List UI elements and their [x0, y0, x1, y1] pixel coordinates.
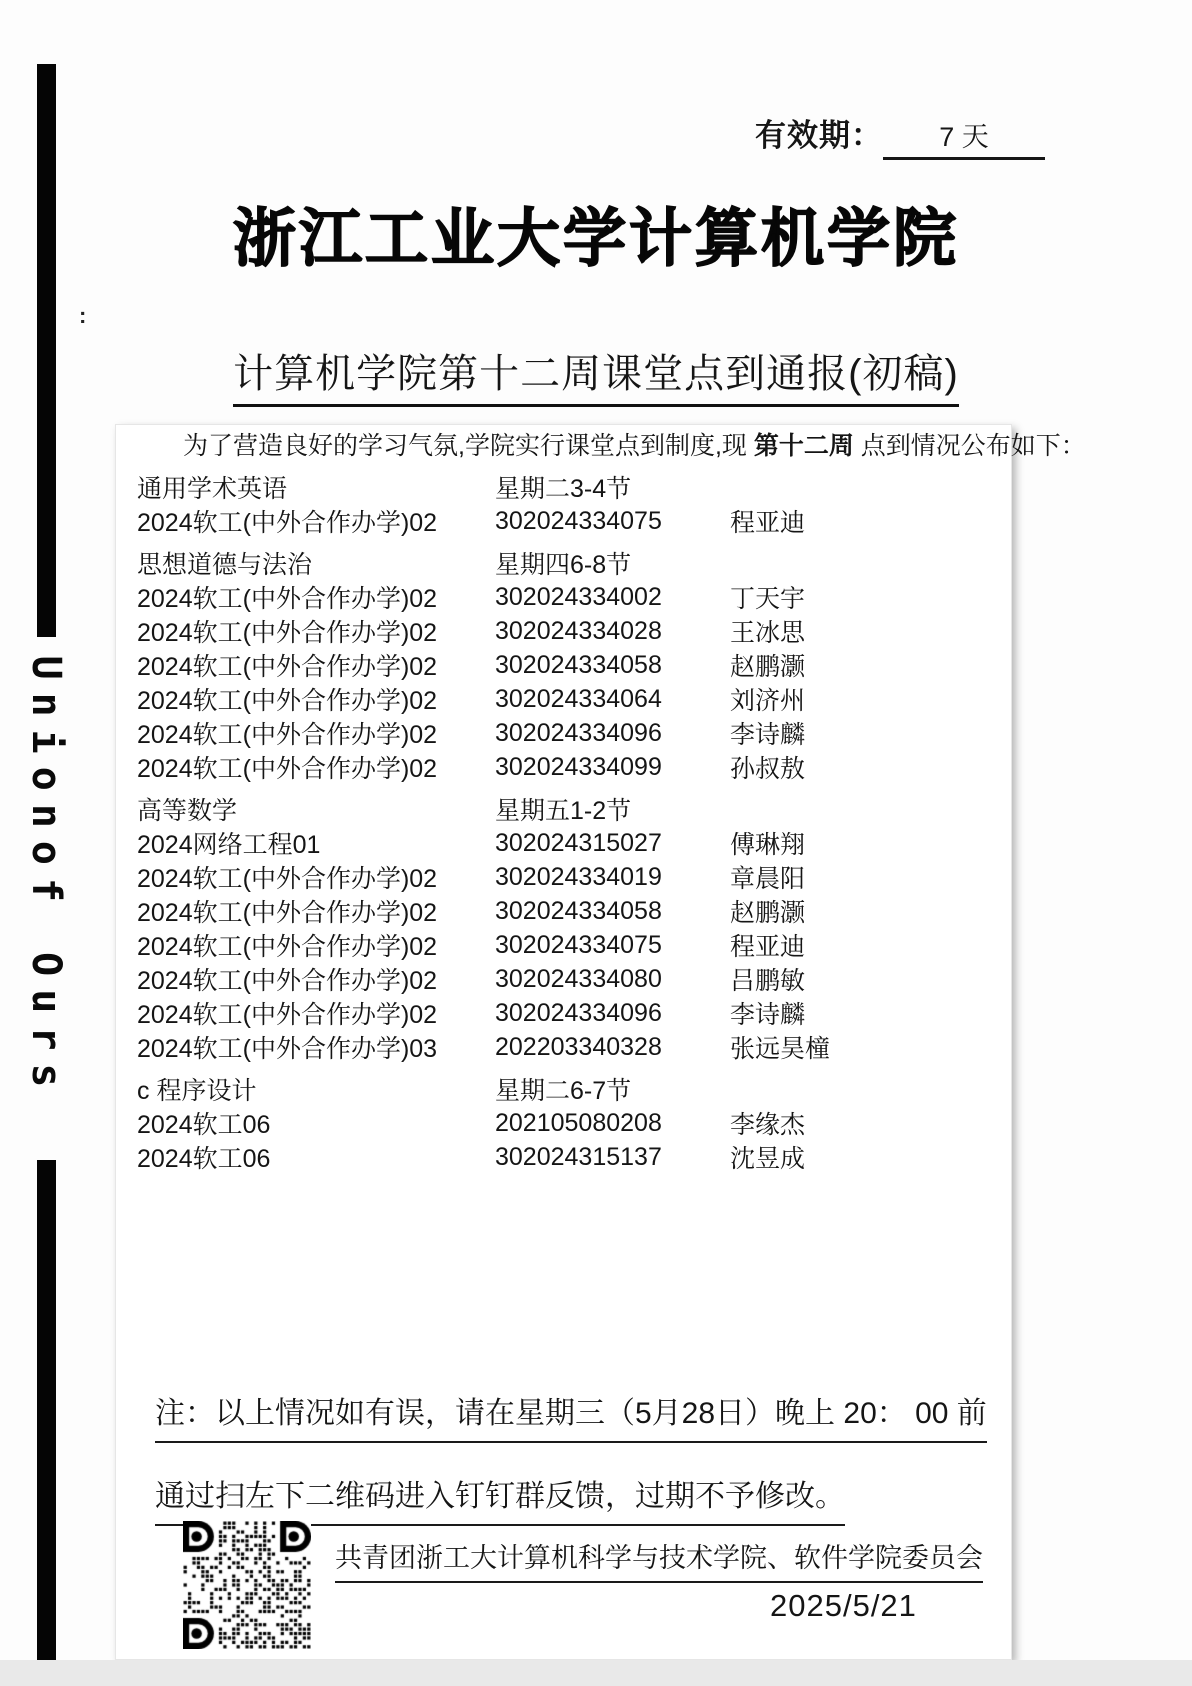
course-class-cell: 2024软工06	[137, 1111, 271, 1139]
course-class-cell: 通用学术英语	[137, 475, 288, 503]
course-header-row	[137, 546, 997, 580]
committee-signature-text: 共青团浙工大计算机科学与技术学院、软件学院委员会	[335, 1536, 983, 1583]
name-cell: 李诗麟	[730, 721, 806, 749]
name-cell: 赵鹏灏	[730, 653, 806, 681]
student-row	[137, 750, 997, 784]
student-row	[137, 894, 997, 928]
attendance-table	[137, 462, 997, 1174]
student-row	[137, 580, 997, 614]
id-time-cell: 302024334058	[495, 650, 662, 679]
id-time-cell: 302024334080	[495, 964, 662, 993]
intro-week-bold: 第十二周	[753, 432, 854, 460]
name-cell: 赵鹏灏	[730, 899, 806, 927]
course-class-cell: 2024软工(中外合作办学)02	[137, 687, 438, 715]
course-class-cell: 2024软工(中外合作办学)02	[137, 755, 438, 783]
name-cell: 刘济州	[730, 687, 806, 715]
course-class-cell: 高等数学	[137, 797, 238, 825]
id-time-cell: 302024334019	[495, 862, 662, 891]
course-class-cell: 2024软工(中外合作办学)03	[137, 1035, 438, 1063]
student-row	[137, 1106, 997, 1140]
student-row	[137, 826, 997, 860]
id-time-cell: 302024334064	[495, 684, 662, 713]
intro-paragraph	[133, 426, 1086, 462]
id-time-cell: 302024334058	[495, 896, 662, 925]
name-cell: 傅琳翔	[730, 831, 806, 859]
student-row	[137, 996, 997, 1030]
student-row	[137, 648, 997, 682]
id-time-cell: 302024334075	[495, 930, 662, 959]
course-class-cell: 2024软工(中外合作办学)02	[137, 865, 438, 893]
course-class-cell: 2024软工(中外合作办学)02	[137, 967, 438, 995]
course-class-cell: 2024软工(中外合作办学)02	[137, 509, 438, 537]
course-class-cell: 2024网络工程01	[137, 831, 321, 859]
course-class-cell: 2024软工(中外合作办学)02	[137, 933, 438, 961]
id-time-cell: 302024334028	[495, 616, 662, 645]
left-banner-bar-bottom	[37, 1160, 56, 1668]
name-cell: 程亚迪	[730, 509, 806, 537]
course-class-cell: c 程序设计	[137, 1077, 257, 1105]
id-time-cell: 202203340328	[495, 1032, 662, 1061]
id-time-cell: 302024315027	[495, 828, 662, 857]
course-header-row	[137, 470, 997, 504]
note-line-2	[155, 1471, 1015, 1526]
student-row	[137, 1030, 997, 1064]
course-class-cell: 2024软工(中外合作办学)02	[137, 1001, 438, 1029]
name-cell: 孙叔敖	[730, 755, 806, 783]
id-time-cell: 302024334099	[495, 752, 662, 781]
id-time-cell: 星期四6-8节	[495, 551, 632, 579]
name-cell: 丁天宇	[730, 585, 806, 613]
name-cell: 章晨阳	[730, 865, 806, 893]
course-header-row	[137, 792, 997, 826]
student-row	[137, 928, 997, 962]
stray-colon-mark: :	[79, 303, 87, 328]
id-time-cell: 302024315137	[495, 1142, 662, 1171]
student-row	[137, 504, 997, 538]
course-class-cell: 2024软工(中外合作办学)02	[137, 585, 438, 613]
course-class-cell: 2024软工(中外合作办学)02	[137, 721, 438, 749]
page-title: 浙江工业大学计算机学院	[233, 204, 959, 274]
committee-signature	[335, 1536, 983, 1583]
id-time-cell: 302024334096	[495, 998, 662, 1027]
course-class-cell: 思想道德与法治	[137, 551, 313, 579]
id-time-cell: 星期五1-2节	[495, 797, 632, 825]
student-row	[137, 1140, 997, 1174]
validity-period	[755, 110, 1045, 160]
course-header-row	[137, 1072, 997, 1106]
date-text: 2025/5/21	[770, 1588, 917, 1623]
note-line-1	[155, 1388, 1015, 1443]
name-cell: 李缘杰	[730, 1111, 806, 1139]
intro-prefix: 为了营造良好的学习气氛,学院实行课堂点到制度,现	[183, 432, 754, 460]
intro-suffix: 点到情况公布如下：	[853, 432, 1086, 460]
id-time-cell: 302024334096	[495, 718, 662, 747]
notice-subtitle-text: 计算机学院第十二周课堂点到通报(初稿)	[233, 342, 959, 407]
course-class-cell: 2024软工06	[137, 1145, 271, 1173]
name-cell: 吕鹏敏	[730, 967, 806, 995]
name-cell: 李诗麟	[730, 1001, 806, 1029]
id-time-cell: 302024334075	[495, 506, 662, 535]
note-line-2-text: 通过扫左下二维码进入钉钉群反馈，过期不予修改。	[155, 1471, 845, 1526]
student-row	[137, 716, 997, 750]
name-cell: 张远昊橦	[730, 1035, 831, 1063]
note-line-1-text: 注：以上情况如有误，请在星期三（5月28日）晚上 20： 00 前	[155, 1388, 987, 1443]
course-class-cell: 2024软工(中外合作办学)02	[137, 653, 438, 681]
id-time-cell: 202105080208	[495, 1108, 662, 1137]
student-row	[137, 682, 997, 716]
student-row	[137, 614, 997, 648]
validity-value: 7 天	[883, 115, 1045, 160]
name-cell: 沈昱成	[730, 1145, 806, 1173]
dingtalk-qr-code-icon	[183, 1521, 311, 1649]
name-cell: 王冰思	[730, 619, 806, 647]
student-row	[137, 860, 997, 894]
validity-label: 有效期：	[755, 118, 883, 153]
id-time-cell: 302024334002	[495, 582, 662, 611]
id-time-cell: 星期二6-7节	[495, 1077, 632, 1105]
sidebar-vertical-text: Unionof Ours	[23, 655, 69, 1101]
id-time-cell: 星期二3-4节	[495, 475, 632, 503]
student-row	[137, 962, 997, 996]
notice-subtitle	[0, 342, 1192, 407]
course-class-cell: 2024软工(中外合作办学)02	[137, 899, 438, 927]
course-class-cell: 2024软工(中外合作办学)02	[137, 619, 438, 647]
name-cell: 程亚迪	[730, 933, 806, 961]
scan-edge-strip	[0, 1660, 1192, 1686]
